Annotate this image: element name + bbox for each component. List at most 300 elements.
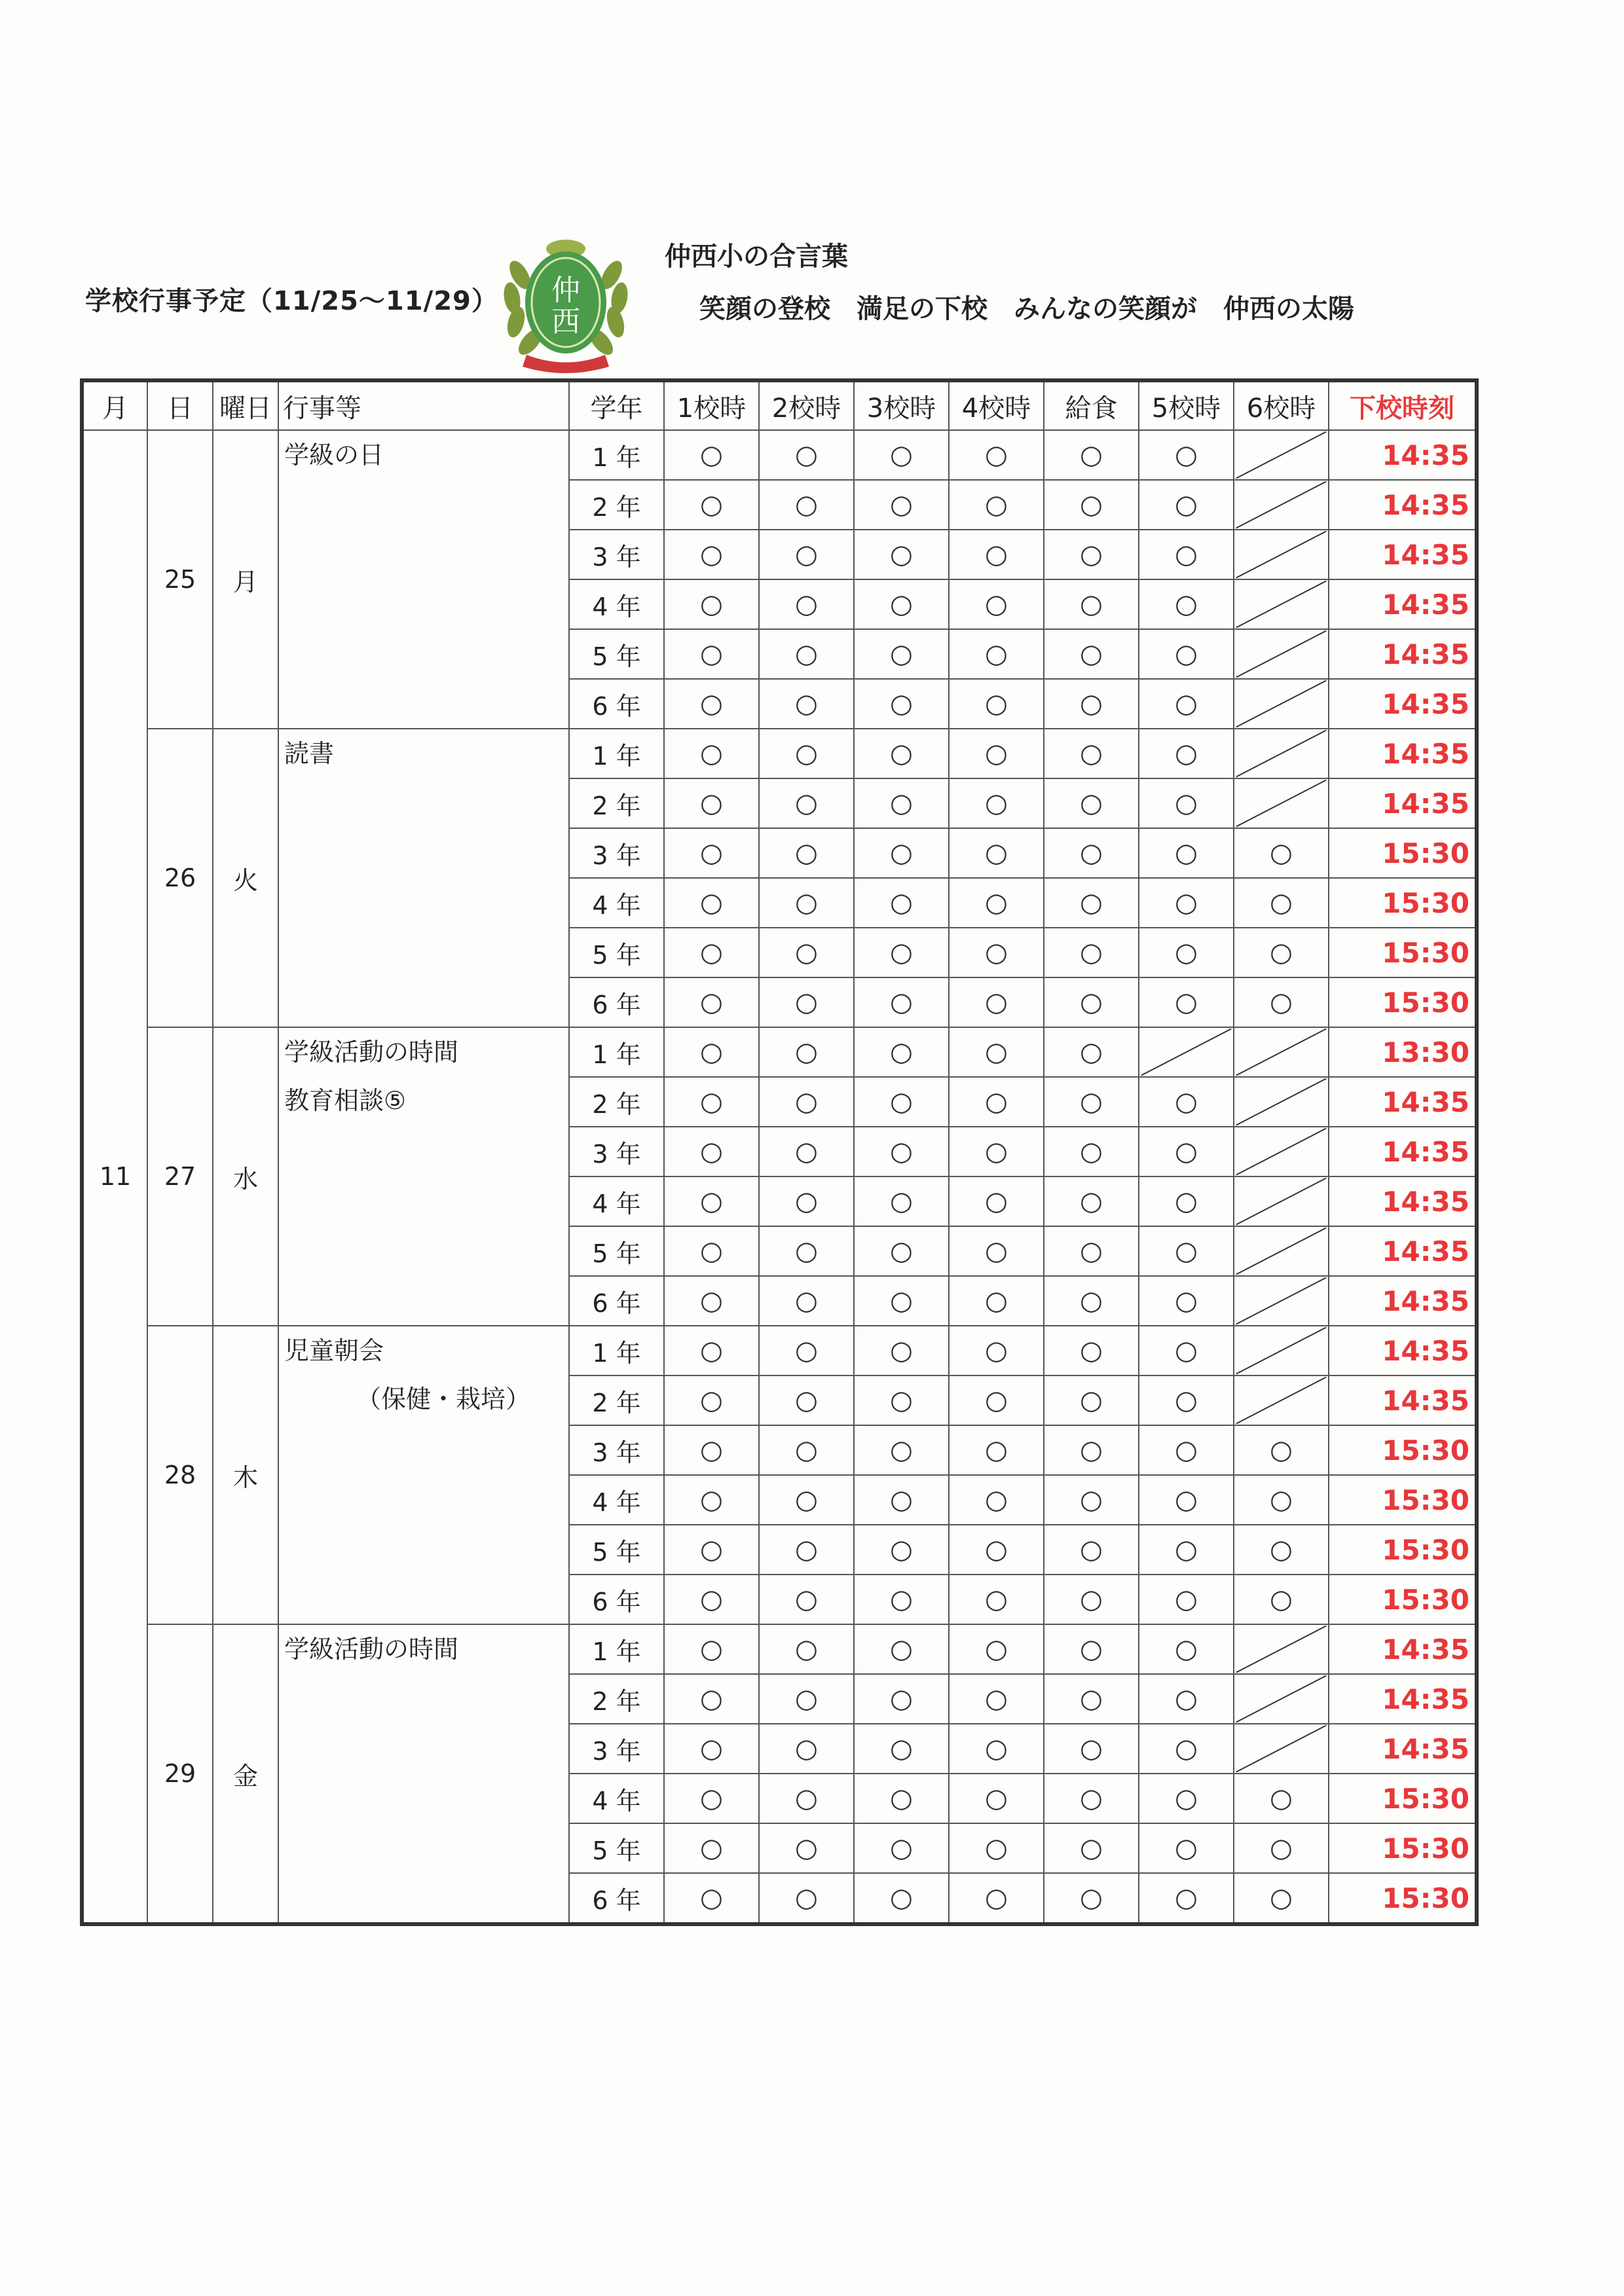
attendance-mark: ○ [1044,1475,1139,1525]
date-cell: 28 [147,1326,213,1624]
attendance-mark: ○ [1234,828,1329,878]
grade-cell: 4 年 [569,1176,664,1226]
attendance-mark: ○ [949,1226,1044,1276]
attendance-mark: ○ [1234,928,1329,977]
attendance-mark: ○ [854,1475,949,1525]
attendance-mark: ○ [854,1376,949,1425]
attendance-mark: ○ [759,1326,854,1376]
attendance-mark: ○ [854,1326,949,1376]
dismissal-time: 14:35 [1329,1724,1477,1774]
attendance-mark: ○ [664,1027,759,1077]
dismissal-time: 14:35 [1329,579,1477,629]
attendance-mark: ○ [949,828,1044,878]
attendance-mark: ○ [1139,1624,1234,1674]
table-row [82,729,1477,778]
attendance-mark: ○ [854,778,949,828]
grade-cell: 5 年 [569,928,664,977]
attendance-mark: ○ [664,1376,759,1425]
attendance-mark: ○ [664,977,759,1027]
attendance-mark: ○ [854,430,949,480]
attendance-mark: ○ [1139,1674,1234,1724]
event-text: 教育相談⑤ [284,1086,407,1115]
no-class-slash [1234,1674,1329,1724]
school-emblem-logo [494,229,638,373]
attendance-mark: ○ [854,977,949,1027]
weekday-cell: 水 [213,1027,278,1326]
attendance-mark: ○ [1234,1525,1329,1575]
event-text: 学級の日 [284,441,384,469]
attendance-mark: ○ [949,1425,1044,1475]
event-cell [278,1624,569,1924]
grade-cell: 2 年 [569,1077,664,1127]
no-class-slash [1139,1027,1234,1077]
dismissal-time: 13:30 [1329,1027,1477,1077]
no-class-slash [1234,1176,1329,1226]
attendance-mark: ○ [949,729,1044,778]
attendance-mark: ○ [664,729,759,778]
attendance-mark: ○ [854,729,949,778]
weekday-cell: 金 [213,1624,278,1924]
col-lunch: 給食 [1044,380,1139,430]
attendance-mark: ○ [759,1575,854,1624]
attendance-mark: ○ [1044,1774,1139,1823]
attendance-mark: ○ [759,1376,854,1425]
attendance-mark: ○ [759,729,854,778]
attendance-mark: ○ [759,480,854,530]
col-period-6: 6校時 [1234,380,1329,430]
attendance-mark: ○ [949,928,1044,977]
attendance-mark: ○ [1139,1276,1234,1326]
attendance-mark: ○ [664,778,759,828]
attendance-mark: ○ [1044,430,1139,480]
no-class-slash [1234,729,1329,778]
attendance-mark: ○ [664,1575,759,1624]
attendance-mark: ○ [1139,1823,1234,1873]
no-class-slash [1234,1276,1329,1326]
attendance-mark: ○ [949,1724,1044,1774]
attendance-mark: ○ [854,1027,949,1077]
event-text: 学級活動の時間 [284,1038,459,1066]
grade-cell: 2 年 [569,778,664,828]
attendance-mark: ○ [1044,1724,1139,1774]
grade-cell: 3 年 [569,1425,664,1475]
svg-text:西: 西 [551,305,580,338]
attendance-mark: ○ [854,579,949,629]
attendance-mark: ○ [664,629,759,679]
attendance-mark: ○ [1139,828,1234,878]
col-grade: 学年 [569,380,664,430]
attendance-mark: ○ [949,1326,1044,1376]
attendance-mark: ○ [664,1823,759,1873]
attendance-mark: ○ [1044,1326,1139,1376]
col-dismissal-time: 下校時刻 [1329,380,1477,430]
attendance-mark: ○ [759,1475,854,1525]
grade-cell: 3 年 [569,828,664,878]
dismissal-time: 14:35 [1329,729,1477,778]
grade-cell: 6 年 [569,977,664,1027]
dismissal-time: 15:30 [1329,1425,1477,1475]
grade-cell: 6 年 [569,1276,664,1326]
attendance-mark: ○ [1044,828,1139,878]
attendance-mark: ○ [854,679,949,729]
attendance-mark: ○ [1044,729,1139,778]
month-cell: 11 [82,430,147,1924]
col-weekday: 曜日 [213,380,278,430]
attendance-mark: ○ [949,629,1044,679]
col-period-3: 3校時 [854,380,949,430]
attendance-mark: ○ [1044,778,1139,828]
no-class-slash [1234,579,1329,629]
attendance-mark: ○ [1044,1425,1139,1475]
attendance-mark: ○ [664,1176,759,1226]
no-class-slash [1234,1624,1329,1674]
date-cell: 25 [147,430,213,729]
attendance-mark: ○ [759,1724,854,1774]
no-class-slash [1234,1724,1329,1774]
attendance-mark: ○ [1139,480,1234,530]
no-class-slash [1234,1326,1329,1376]
attendance-mark: ○ [854,530,949,579]
attendance-mark: ○ [1139,1127,1234,1176]
attendance-mark: ○ [1139,629,1234,679]
no-class-slash [1234,530,1329,579]
dismissal-time: 15:30 [1329,878,1477,928]
grade-cell: 2 年 [569,480,664,530]
event-text: 学級活動の時間 [284,1635,459,1664]
no-class-slash [1234,480,1329,530]
table-row [82,1027,1477,1077]
attendance-mark: ○ [854,1425,949,1475]
attendance-mark: ○ [949,1077,1044,1127]
attendance-mark: ○ [1234,878,1329,928]
attendance-mark: ○ [759,1127,854,1176]
attendance-mark: ○ [1234,1774,1329,1823]
attendance-mark: ○ [1044,1873,1139,1924]
attendance-mark: ○ [854,1624,949,1674]
attendance-mark: ○ [759,1774,854,1823]
no-class-slash [1234,778,1329,828]
attendance-mark: ○ [854,1823,949,1873]
attendance-mark: ○ [664,1475,759,1525]
attendance-mark: ○ [854,1176,949,1226]
attendance-mark: ○ [1234,1425,1329,1475]
attendance-mark: ○ [1044,1226,1139,1276]
no-class-slash [1234,679,1329,729]
attendance-mark: ○ [949,1475,1044,1525]
attendance-mark: ○ [759,1176,854,1226]
dismissal-time: 15:30 [1329,1823,1477,1873]
attendance-mark: ○ [1139,1724,1234,1774]
attendance-mark: ○ [664,878,759,928]
attendance-mark: ○ [854,1525,949,1575]
attendance-mark: ○ [759,530,854,579]
ribbon-icon [523,355,609,373]
dismissal-time: 15:30 [1329,828,1477,878]
table-row [82,430,1477,480]
dismissal-time: 15:30 [1329,1475,1477,1525]
attendance-mark: ○ [664,679,759,729]
dismissal-time: 14:35 [1329,1326,1477,1376]
attendance-mark: ○ [664,1525,759,1575]
attendance-mark: ○ [1044,579,1139,629]
attendance-mark: ○ [664,530,759,579]
page-title: 学校行事予定（11/25〜11/29） [85,286,498,316]
attendance-mark: ○ [759,679,854,729]
event-text: （保健・栽培） [356,1385,531,1413]
attendance-mark: ○ [1139,1077,1234,1127]
attendance-mark: ○ [759,1226,854,1276]
attendance-mark: ○ [664,1724,759,1774]
no-class-slash [1234,1226,1329,1276]
schedule-body [82,430,1477,1924]
attendance-mark: ○ [1234,1873,1329,1924]
attendance-mark: ○ [1044,1276,1139,1326]
attendance-mark: ○ [1139,1475,1234,1525]
attendance-mark: ○ [854,1774,949,1823]
attendance-mark: ○ [759,1425,854,1475]
grade-cell: 5 年 [569,1525,664,1575]
grade-cell: 3 年 [569,1724,664,1774]
dismissal-time: 14:35 [1329,430,1477,480]
attendance-mark: ○ [664,1674,759,1724]
attendance-mark: ○ [949,1376,1044,1425]
attendance-mark: ○ [854,1873,949,1924]
attendance-mark: ○ [1139,530,1234,579]
attendance-mark: ○ [664,928,759,977]
attendance-mark: ○ [1044,1027,1139,1077]
attendance-mark: ○ [854,878,949,928]
attendance-mark: ○ [664,1226,759,1276]
attendance-mark: ○ [949,977,1044,1027]
grade-cell: 6 年 [569,1873,664,1924]
attendance-mark: ○ [1044,977,1139,1027]
attendance-mark: ○ [1044,1176,1139,1226]
attendance-mark: ○ [854,1575,949,1624]
attendance-mark: ○ [1044,530,1139,579]
attendance-mark: ○ [949,1873,1044,1924]
motto-text: 笑顔の登校 満足の下校 みんなの笑顔が 仲西の太陽 [699,294,1354,324]
attendance-mark: ○ [1139,878,1234,928]
attendance-mark: ○ [1044,1823,1139,1873]
attendance-mark: ○ [664,579,759,629]
attendance-mark: ○ [1139,1525,1234,1575]
event-schedule-table [80,378,1479,1926]
dismissal-time: 15:30 [1329,928,1477,977]
no-class-slash [1234,1127,1329,1176]
attendance-mark: ○ [759,1674,854,1724]
no-class-slash [1234,1376,1329,1425]
attendance-mark: ○ [1044,1376,1139,1425]
table-row [82,1624,1477,1674]
col-period-1: 1校時 [664,380,759,430]
attendance-mark: ○ [949,1774,1044,1823]
attendance-mark: ○ [949,1176,1044,1226]
table-row [82,1326,1477,1376]
attendance-mark: ○ [759,1027,854,1077]
attendance-mark: ○ [1139,579,1234,629]
grade-cell: 2 年 [569,1376,664,1425]
attendance-mark: ○ [759,1525,854,1575]
attendance-mark: ○ [1234,977,1329,1027]
attendance-mark: ○ [664,480,759,530]
attendance-mark: ○ [759,977,854,1027]
attendance-mark: ○ [1139,1425,1234,1475]
grade-cell: 4 年 [569,579,664,629]
attendance-mark: ○ [949,679,1044,729]
attendance-mark: ○ [664,1326,759,1376]
weekday-cell: 火 [213,729,278,1027]
dismissal-time: 14:35 [1329,480,1477,530]
dismissal-time: 14:35 [1329,530,1477,579]
attendance-mark: ○ [1044,1624,1139,1674]
attendance-mark: ○ [1139,679,1234,729]
dismissal-time: 14:35 [1329,1624,1477,1674]
dismissal-time: 14:35 [1329,1176,1477,1226]
grade-cell: 6 年 [569,1575,664,1624]
attendance-mark: ○ [949,778,1044,828]
dismissal-time: 14:35 [1329,629,1477,679]
attendance-mark: ○ [949,1276,1044,1326]
attendance-mark: ○ [854,1276,949,1326]
attendance-mark: ○ [1139,928,1234,977]
grade-cell: 3 年 [569,1127,664,1176]
col-month: 月 [82,380,147,430]
attendance-mark: ○ [854,1724,949,1774]
table-header-row [82,380,1477,430]
attendance-mark: ○ [1234,1575,1329,1624]
attendance-mark: ○ [759,430,854,480]
attendance-mark: ○ [664,1077,759,1127]
attendance-mark: ○ [854,828,949,878]
col-events: 行事等 [278,380,569,430]
dismissal-time: 14:35 [1329,679,1477,729]
attendance-mark: ○ [949,579,1044,629]
event-text: 児童朝会 [284,1336,384,1365]
col-period-2: 2校時 [759,380,854,430]
no-class-slash [1234,1027,1329,1077]
grade-cell: 5 年 [569,629,664,679]
attendance-mark: ○ [759,878,854,928]
attendance-mark: ○ [759,778,854,828]
dismissal-time: 15:30 [1329,977,1477,1027]
dismissal-time: 14:35 [1329,1674,1477,1724]
dismissal-time: 14:35 [1329,1226,1477,1276]
attendance-mark: ○ [759,1077,854,1127]
attendance-mark: ○ [1234,1823,1329,1873]
attendance-mark: ○ [759,579,854,629]
attendance-mark: ○ [949,878,1044,928]
attendance-mark: ○ [759,928,854,977]
attendance-mark: ○ [854,1077,949,1127]
col-date: 日 [147,380,213,430]
dismissal-time: 14:35 [1329,1376,1477,1425]
attendance-mark: ○ [854,928,949,977]
attendance-mark: ○ [949,1624,1044,1674]
attendance-mark: ○ [854,1674,949,1724]
dismissal-time: 15:30 [1329,1873,1477,1924]
weekday-cell: 月 [213,430,278,729]
col-period-5: 5校時 [1139,380,1234,430]
attendance-mark: ○ [759,1624,854,1674]
grade-cell: 1 年 [569,1326,664,1376]
attendance-mark: ○ [759,1276,854,1326]
attendance-mark: ○ [759,1823,854,1873]
event-text: 読書 [284,739,335,768]
attendance-mark: ○ [1139,977,1234,1027]
event-cell [278,1326,569,1624]
attendance-mark: ○ [664,1276,759,1326]
grade-cell: 5 年 [569,1823,664,1873]
attendance-mark: ○ [1139,1575,1234,1624]
attendance-mark: ○ [854,480,949,530]
attendance-mark: ○ [1044,1077,1139,1127]
attendance-mark: ○ [1139,1176,1234,1226]
grade-cell: 1 年 [569,1624,664,1674]
dismissal-time: 15:30 [1329,1575,1477,1624]
attendance-mark: ○ [949,1674,1044,1724]
date-cell: 27 [147,1027,213,1326]
attendance-mark: ○ [1139,1226,1234,1276]
attendance-mark: ○ [949,430,1044,480]
attendance-mark: ○ [1139,1774,1234,1823]
grade-cell: 4 年 [569,1475,664,1525]
attendance-mark: ○ [1139,1326,1234,1376]
attendance-mark: ○ [664,1127,759,1176]
attendance-mark: ○ [759,629,854,679]
svg-text:仲: 仲 [551,274,580,307]
attendance-mark: ○ [949,530,1044,579]
attendance-mark: ○ [1044,1525,1139,1575]
attendance-mark: ○ [1139,1873,1234,1924]
attendance-mark: ○ [664,1873,759,1924]
event-cell [278,1027,569,1326]
attendance-mark: ○ [949,1027,1044,1077]
attendance-mark: ○ [1234,1475,1329,1525]
attendance-mark: ○ [949,1127,1044,1176]
attendance-mark: ○ [664,828,759,878]
attendance-mark: ○ [1044,928,1139,977]
event-cell [278,729,569,1027]
attendance-mark: ○ [1044,629,1139,679]
no-class-slash [1234,629,1329,679]
attendance-mark: ○ [664,1774,759,1823]
attendance-mark: ○ [1044,679,1139,729]
attendance-mark: ○ [949,1575,1044,1624]
dismissal-time: 15:30 [1329,1774,1477,1823]
attendance-mark: ○ [1044,1674,1139,1724]
grade-cell: 1 年 [569,729,664,778]
dismissal-time: 14:35 [1329,1276,1477,1326]
dismissal-time: 14:35 [1329,778,1477,828]
grade-cell: 6 年 [569,679,664,729]
no-class-slash [1234,1077,1329,1127]
attendance-mark: ○ [664,1425,759,1475]
attendance-mark: ○ [759,828,854,878]
grade-cell: 4 年 [569,1774,664,1823]
attendance-mark: ○ [1139,778,1234,828]
grade-cell: 5 年 [569,1226,664,1276]
dismissal-time: 14:35 [1329,1077,1477,1127]
grade-cell: 3 年 [569,530,664,579]
attendance-mark: ○ [1139,1376,1234,1425]
attendance-mark: ○ [664,430,759,480]
attendance-mark: ○ [1139,430,1234,480]
grade-cell: 4 年 [569,878,664,928]
attendance-mark: ○ [1044,480,1139,530]
grade-cell: 1 年 [569,1027,664,1077]
attendance-mark: ○ [854,1226,949,1276]
attendance-mark: ○ [854,1127,949,1176]
